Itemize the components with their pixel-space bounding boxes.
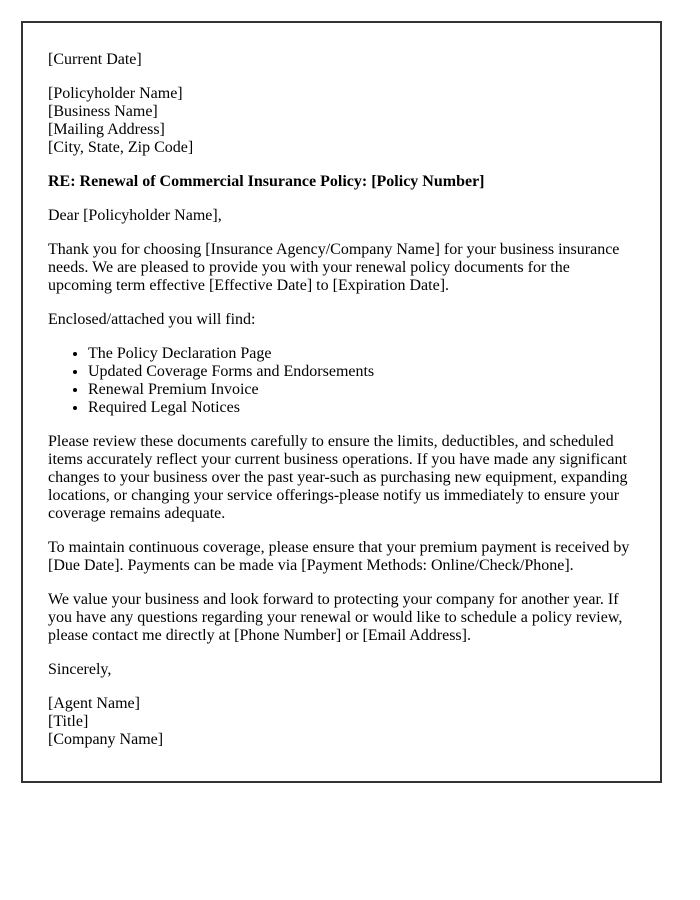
signature-title-line: [Title] [48, 713, 89, 730]
enclosures-list [48, 345, 637, 417]
recipient-mailing-address-line: [Mailing Address] [48, 121, 165, 138]
recipient-city-state-zip-line: [City, State, Zip Code] [48, 139, 194, 156]
subject-line: RE: Renewal of Commercial Insurance Policy: [Policy Number] [48, 173, 485, 190]
enclosure-item-legal-notices: • Required Legal Notices [88, 399, 637, 417]
recipient-address-block [48, 85, 637, 157]
value-paragraph: We value your business and look forward to protecting your company for another year. If you have any questions regarding your renewal or would like to schedule a policy review, please contact me directly at [Phone Number] or [Email Address]. [48, 591, 623, 644]
enclosure-item-premium-invoice: • Renewal Premium Invoice [88, 381, 637, 399]
salutation: Dear [Policyholder Name], [48, 207, 222, 224]
enclosures-intro: Enclosed/attached you will find: [48, 311, 256, 328]
recipient-policyholder-name-line: [Policyholder Name] [48, 85, 183, 102]
enclosure-item-coverage-forms: • Updated Coverage Forms and Endorsements [88, 363, 637, 381]
letter-page [21, 21, 662, 783]
enclosure-item-declaration-page: • The Policy Declaration Page [88, 345, 637, 363]
review-paragraph: Please review these documents carefully to ensure the limits, deductibles, and scheduled items accurately reflect your current business operations. If you have made any significant changes to your business over the past year-such as purchasing new equipment, expanding locations, or changing your service offerings-please notify us immediately to ensure your coverage remains adequate. [48, 433, 628, 522]
signature-company-name-line: [Company Name] [48, 731, 164, 748]
recipient-business-name-line: [Business Name] [48, 103, 158, 120]
payment-paragraph: To maintain continuous coverage, please ensure that your premium payment is received by [Due Date]. Payments can be made via [Payment Methods: Online/Check/Phone]. [48, 539, 630, 574]
signature-block [48, 695, 637, 749]
signature-agent-name-line: [Agent Name] [48, 695, 140, 712]
current-date-placeholder: [Current Date] [48, 51, 142, 68]
intro-paragraph: Thank you for choosing [Insurance Agency/Company Name] for your business insurance needs. We are pleased to provide you with your renewal policy documents for the upcoming term effective [Effective Date] to [Expiration Date]. [48, 241, 620, 294]
closing: Sincerely, [48, 661, 112, 678]
